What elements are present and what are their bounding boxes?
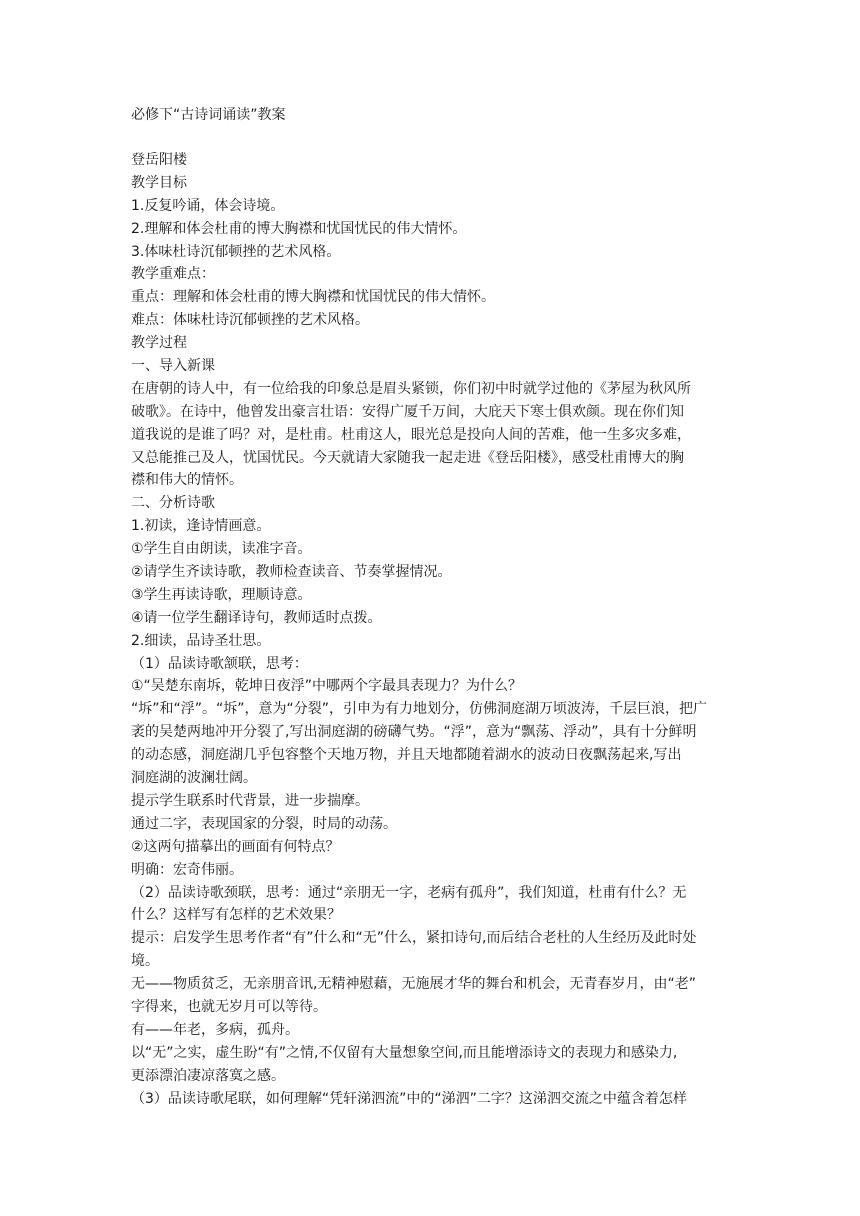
body-line: ①学生自由朗读，读准字音。 <box>131 541 312 558</box>
body-line: 什么？这样写有怎样的艺术效果？ <box>131 907 341 924</box>
body-line: 襟和伟大的情怀。 <box>131 472 243 489</box>
body-line: 1.初读，逢诗情画意。 <box>131 518 271 535</box>
section-heading: 一、导入新课 <box>131 358 215 375</box>
body-line: ②这两句描摹出的画面有何特点？ <box>131 838 340 855</box>
body-line: 2.理解和体会杜甫的博大胸襟和忧国忧民的伟大情怀。 <box>131 220 467 237</box>
document-title: 必修下“古诗词诵读”教案 <box>131 107 286 123</box>
body-line: 境。 <box>131 953 159 970</box>
section-heading: 二、分析诗歌 <box>131 495 215 512</box>
body-line: 1.反复吟诵，体会诗境。 <box>131 197 285 214</box>
body-line: 又总能推己及人，忧国忧民。今天就请大家随我一起走进《登岳阳楼》，感受杜甫博大的胸 <box>131 449 684 466</box>
body-line: 无——物质贫乏，无亲朋音讯,无精神慰藉，无施展才华的舞台和机会，无青春岁月，由“老” <box>131 976 696 993</box>
body-line: 提示：启发学生思考作者“有”什么和“无”什么，紧扣诗句,而后结合老杜的人生经历及此时处 <box>131 930 697 947</box>
body-line: （2）品读诗歌颈联，思考：通过“亲朋无一字，老病有孤舟”，我们知道，杜甫有什么？无 <box>131 884 687 901</box>
body-line: （3）品读诗歌尾联，如何理解“凭轩涕泗流”中的“涕泗”二字？这涕泗交流之中蕴含着怎样 <box>131 1090 687 1107</box>
body-line: 2.细读，品诗圣壮思。 <box>131 632 271 649</box>
body-line: ③学生再读诗歌，理顺诗意。 <box>131 586 312 603</box>
body-line: “坼”和“浮”。“坼”，意为“分裂”，引申为有力地划分，仿佛洞庭湖万顷波涛，千层巨浪，把广 <box>131 701 708 718</box>
body-line: 字得来，也就无岁月可以等待。 <box>131 998 327 1015</box>
body-line: 洞庭湖的波澜壮阔。 <box>131 770 257 787</box>
body-line: 更添漂泊凄凉落寞之感。 <box>131 1067 285 1084</box>
body-line: 重点：理解和体会杜甫的博大胸襟和忧国忧民的伟大情怀。 <box>131 289 495 306</box>
body-line: ④请一位学生翻译诗句，教师适时点拨。 <box>131 609 382 626</box>
body-line: 道我说的是谁了吗？对，是杜甫。杜甫这人，眼光总是投向人间的苦难，他一生多灾多难， <box>131 426 691 443</box>
body-line: 难点：体味杜诗沉郁顿挫的艺术风格。 <box>131 312 369 329</box>
body-line: ②请学生齐读诗歌，教师检查读音、节奏掌握情况。 <box>131 564 452 581</box>
body-line: 的动态感，洞庭湖几乎包容整个天地万物，并且天地都随着湖水的波动日夜飘荡起来,写出 <box>131 747 682 764</box>
body-line: 提示学生联系时代背景，进一步揣摩。 <box>131 792 369 809</box>
body-line: 袤的吴楚两地冲开分裂了,写出洞庭湖的磅礴气势。“浮”，意为“飘荡、浮动”，具有十分鲜明 <box>131 724 697 741</box>
document-body <box>131 149 731 1110</box>
body-line: 3.体味杜诗沉郁顿挫的艺术风格。 <box>131 243 341 260</box>
section-heading: 教学重难点： <box>131 266 215 283</box>
body-line: ①“吴楚东南坼，乾坤日夜浮”中哪两个字最具表现力？为什么？ <box>131 678 523 695</box>
body-line: 在唐朝的诗人中，有一位给我的印象总是眉头紧锁，你们初中时就学过他的《茅屋为秋风所 <box>131 380 691 397</box>
body-line: （1）品读诗歌颔联，思考： <box>131 655 308 672</box>
body-line: 以“无”之实，虚生盼“有”之情,不仅留有大量想象空间,而且能增添诗文的表现力和感染力, <box>131 1044 678 1061</box>
section-heading: 教学目标 <box>131 174 187 191</box>
body-line: 有——年老，多病，孤舟。 <box>131 1021 299 1038</box>
body-line: 破歌》。在诗中，他曾发出豪言壮语：安得广厦千万间，大庇天下寒士俱欢颜。现在你们知 <box>131 403 684 420</box>
lesson-title: 登岳阳楼 <box>131 152 187 168</box>
body-line: 通过二字，表现国家的分裂，时局的动荡。 <box>131 815 397 832</box>
section-heading: 教学过程 <box>131 335 187 352</box>
body-line: 明确：宏奇伟丽。 <box>131 861 243 878</box>
